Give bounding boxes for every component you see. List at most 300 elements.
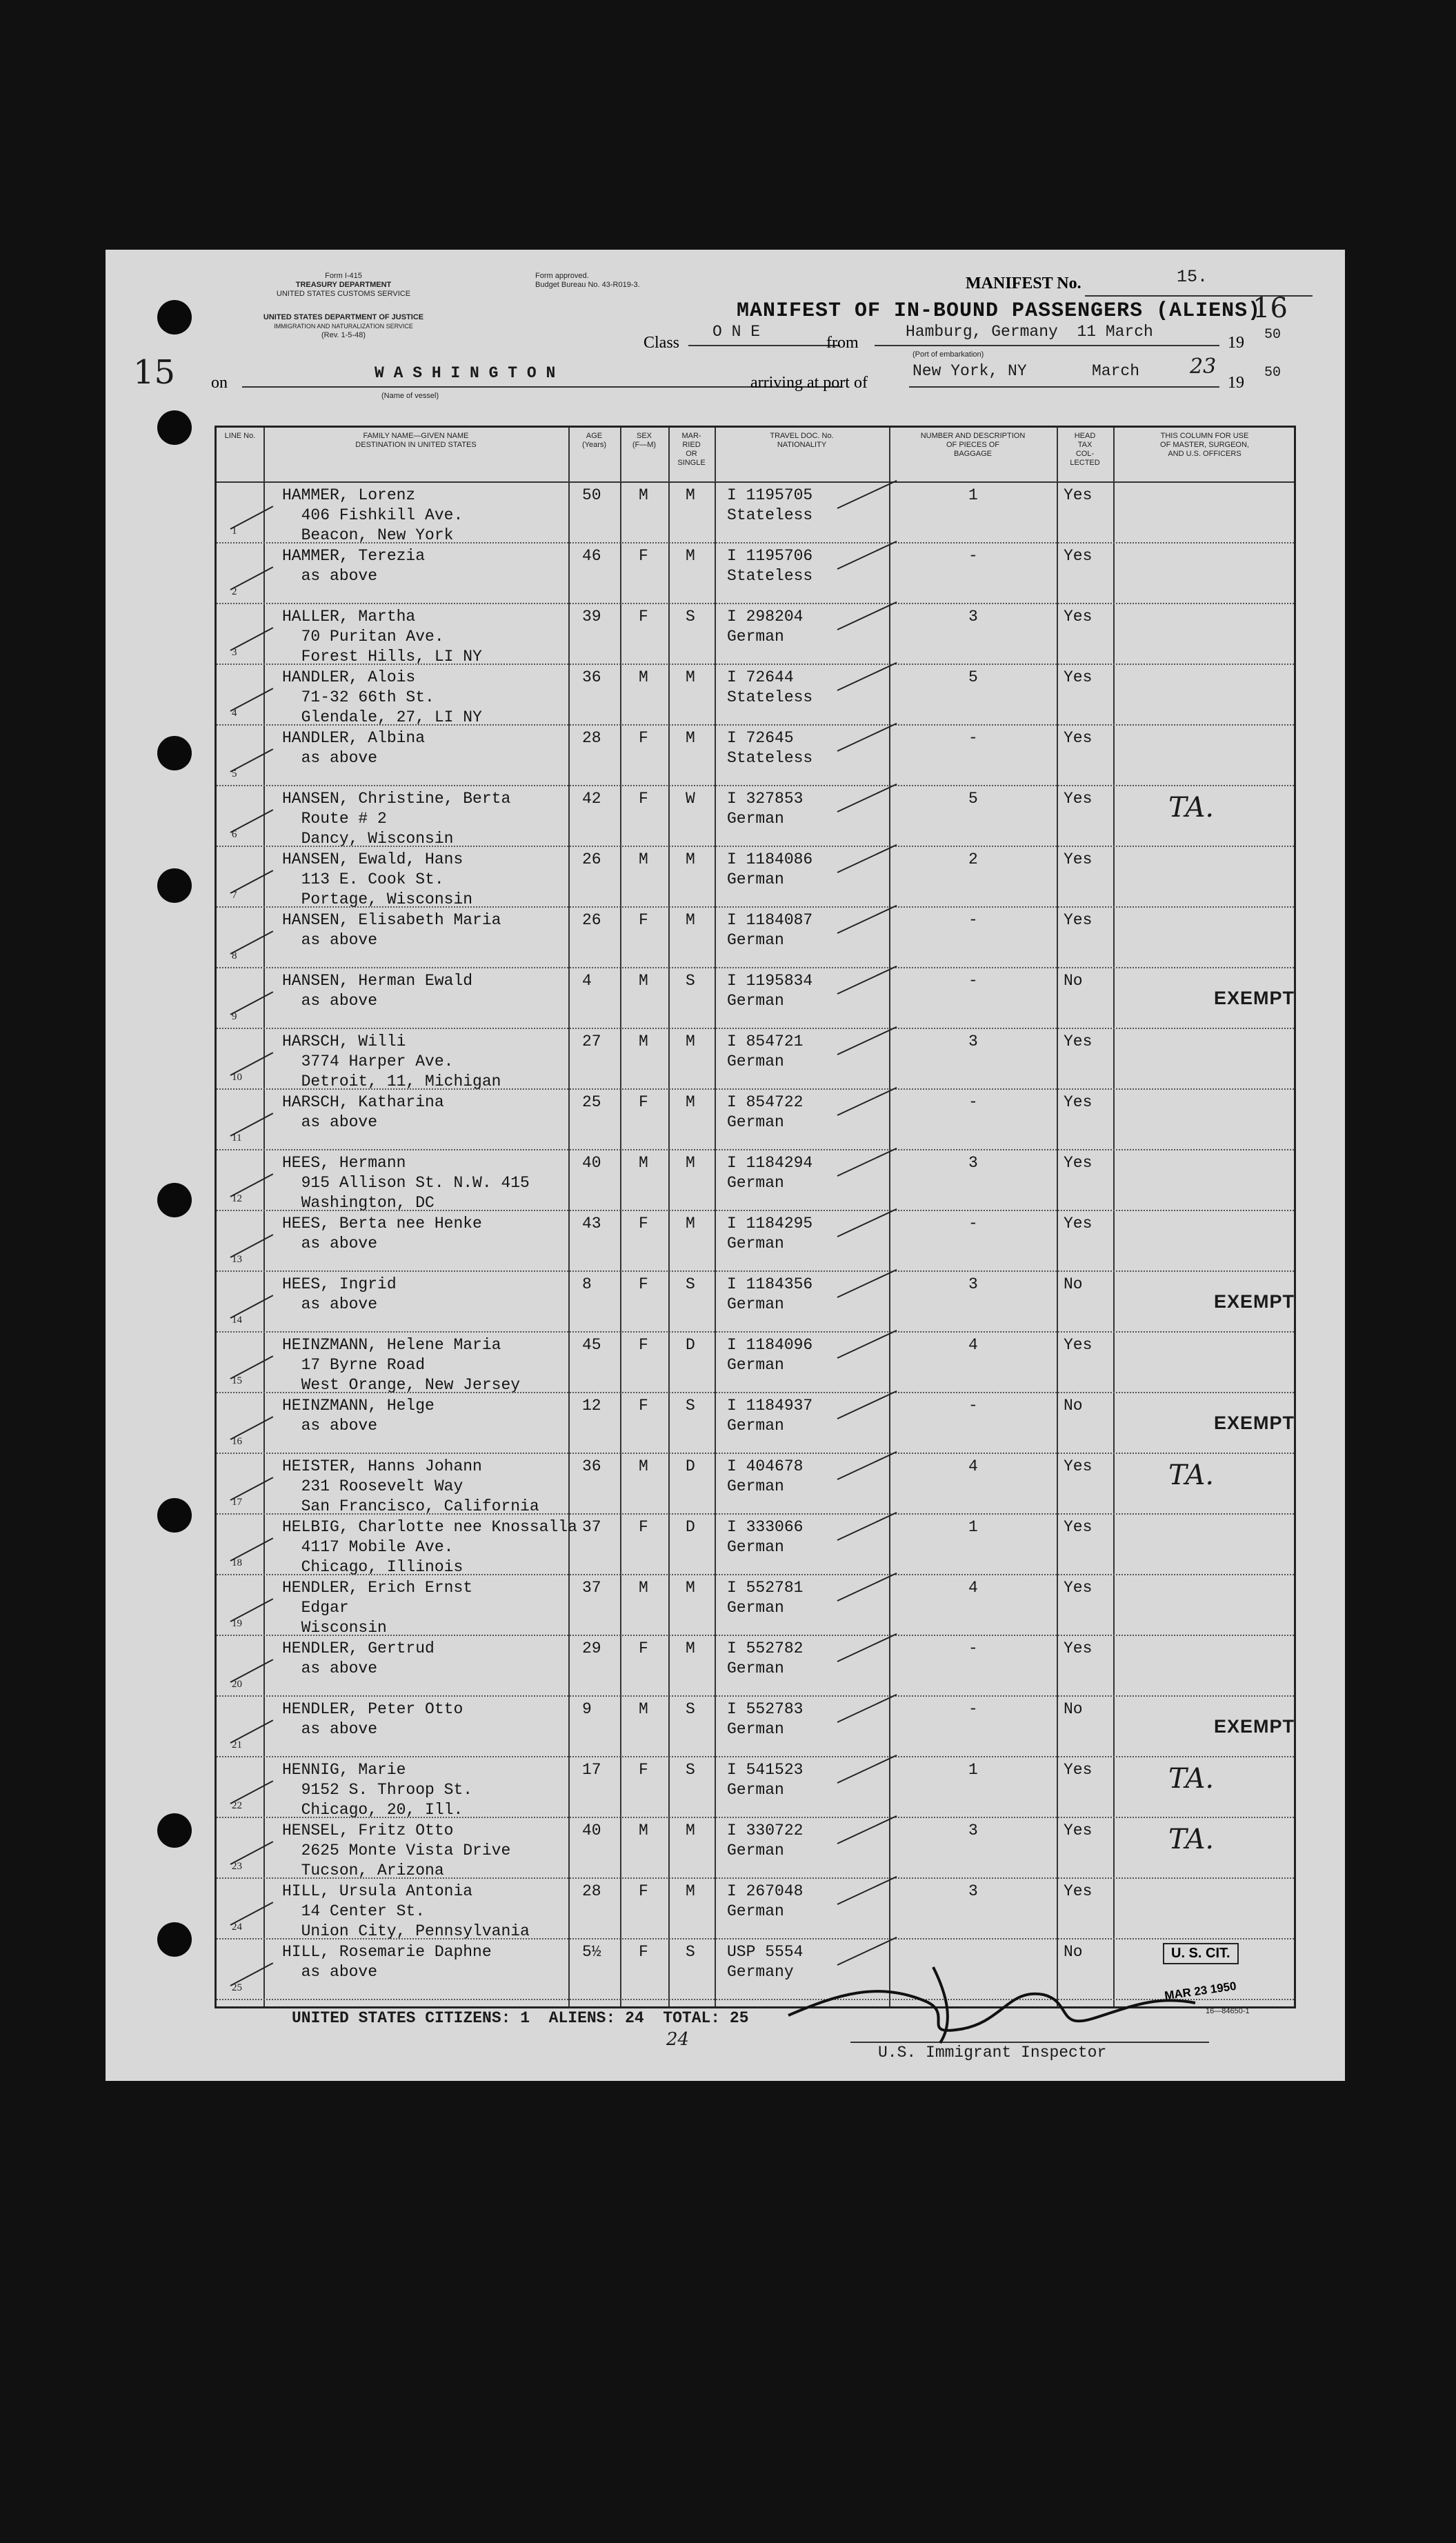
check-mark — [837, 905, 897, 934]
age-cell: 28 — [582, 729, 601, 747]
passenger-name: HANDLER, Alois 71-32 66th St. Glendale, 27, LI NY — [282, 668, 482, 726]
table-row — [217, 1090, 1294, 1150]
head-tax-cell: Yes — [1064, 1215, 1093, 1233]
passenger-name: HEISTER, Hanns Johann 231 Roosevelt Way San Francisco, California — [282, 1457, 539, 1515]
age-cell: 28 — [582, 1882, 601, 1900]
check-mark — [230, 748, 274, 772]
travel-doc-cell: I 1195706 Stateless — [727, 547, 813, 585]
travel-doc-cell: I 552781 German — [727, 1579, 804, 1617]
age-cell: 45 — [582, 1336, 601, 1354]
check-mark — [837, 1330, 897, 1359]
marital-cell: D — [686, 1336, 695, 1354]
age-cell: 37 — [582, 1518, 601, 1536]
age-cell: 42 — [582, 790, 601, 808]
marital-cell: W — [686, 790, 695, 808]
class-label: Class — [644, 334, 680, 352]
line-number: 16 — [232, 1436, 242, 1447]
sex-cell: M — [639, 1033, 648, 1050]
head-tax-cell: No — [1064, 972, 1083, 990]
age-cell: 50 — [582, 486, 601, 504]
from-label: from — [826, 334, 859, 352]
class-value: O N E — [712, 323, 761, 341]
baggage-cell: - — [968, 972, 978, 990]
marital-cell: M — [686, 1093, 695, 1111]
check-mark — [230, 1416, 274, 1440]
age-cell: 27 — [582, 1033, 601, 1050]
manifest-sheet — [106, 250, 1345, 2081]
line-number: 19 — [232, 1618, 242, 1629]
arrival-year: 50 — [1264, 365, 1282, 381]
age-cell: 4 — [582, 972, 592, 990]
baggage-cell: 3 — [968, 1275, 978, 1293]
marital-cell: M — [686, 1639, 695, 1657]
check-mark — [230, 1113, 274, 1137]
travel-doc-cell: I 72645 Stateless — [727, 729, 813, 767]
head-tax-cell: Yes — [1064, 850, 1093, 868]
officer-note: TA. — [1168, 1763, 1215, 1795]
col-header-baggage — [889, 432, 1057, 459]
head-tax-cell: No — [1064, 1275, 1083, 1293]
check-mark — [230, 930, 274, 955]
col-header-marital — [668, 432, 715, 468]
check-mark — [230, 1234, 274, 1258]
baggage-cell: - — [968, 1700, 978, 1718]
check-mark — [230, 1295, 274, 1319]
table-row — [217, 1454, 1294, 1515]
check-mark — [837, 1694, 897, 1723]
table-row — [217, 1333, 1294, 1393]
totals-line: UNITED STATES CITIZENS: 1 ALIENS: 24 TOTAL: 25 — [292, 2009, 749, 2027]
sex-cell: M — [639, 1700, 648, 1718]
passenger-name: HILL, Ursula Antonia 14 Center St. Union City, Pennsylvania — [282, 1882, 530, 1940]
baggage-cell: 3 — [968, 1882, 978, 1900]
check-mark — [230, 1902, 274, 1926]
inspector-label: U.S. Immigrant Inspector — [878, 2044, 1107, 2062]
check-mark — [230, 809, 274, 833]
line-number: 11 — [232, 1133, 242, 1144]
head-tax-cell: Yes — [1064, 1639, 1093, 1657]
travel-doc-cell: I 333066 German — [727, 1518, 804, 1556]
baggage-cell: 3 — [968, 608, 978, 626]
col-header-text: NUMBER AND DESCRIPTION OF PIECES OF BAGGAGE — [920, 432, 1026, 458]
binder-hole — [157, 1813, 192, 1848]
travel-doc-cell: I 327853 German — [727, 790, 804, 828]
check-mark — [837, 1390, 897, 1419]
travel-doc-cell: I 854721 German — [727, 1033, 804, 1070]
line-number: 15 — [232, 1375, 242, 1386]
sex-cell: M — [639, 1579, 648, 1597]
age-cell: 26 — [582, 850, 601, 868]
travel-doc-cell: I 1184087 German — [727, 911, 813, 949]
exempt-stamp: EXEMPT — [1214, 1716, 1295, 1737]
exempt-stamp: EXEMPT — [1214, 988, 1295, 1008]
marital-cell: M — [686, 911, 695, 929]
line-number: 1 — [232, 526, 237, 537]
us-citizen-stamp: U. S. CIT. — [1163, 1943, 1239, 1964]
line-number: 5 — [232, 768, 237, 779]
baggage-cell: - — [968, 547, 978, 565]
travel-doc-cell: I 1184937 German — [727, 1397, 813, 1435]
marital-cell: M — [686, 668, 695, 686]
col-header-text: LINE No. — [224, 432, 256, 440]
table-row — [217, 1211, 1294, 1272]
age-cell: 17 — [582, 1761, 601, 1779]
form-info — [261, 272, 426, 299]
table-row — [217, 1029, 1294, 1090]
line-number: 6 — [232, 829, 237, 840]
binder-hole — [157, 1922, 192, 1957]
check-mark — [837, 601, 897, 630]
marital-cell: S — [686, 1700, 695, 1718]
baggage-cell: - — [968, 911, 978, 929]
marital-cell: S — [686, 1397, 695, 1415]
class-underline — [688, 345, 840, 346]
passenger-name: HAMMER, Lorenz 406 Fishkill Ave. Beacon, New York — [282, 486, 463, 544]
travel-doc-cell: I 854722 German — [727, 1093, 804, 1131]
marital-cell: S — [686, 1943, 695, 1961]
check-mark — [837, 662, 897, 691]
travel-doc-cell: I 1184356 German — [727, 1275, 813, 1313]
table-row — [217, 1393, 1294, 1454]
passenger-name: HANSEN, Herman Ewald as above — [282, 972, 473, 1010]
table-row — [217, 968, 1294, 1029]
line-number: 10 — [232, 1072, 242, 1083]
head-tax-cell: Yes — [1064, 1518, 1093, 1536]
age-cell: 9 — [582, 1700, 592, 1718]
check-mark — [837, 966, 897, 995]
check-mark — [230, 870, 274, 894]
line-number: 8 — [232, 950, 237, 961]
marital-cell: M — [686, 1154, 695, 1172]
line-number: 18 — [232, 1557, 242, 1568]
arrival-day: 23 — [1190, 355, 1217, 379]
col-header-officers — [1113, 432, 1296, 459]
check-mark — [837, 1148, 897, 1177]
vessel-note: (Name of vessel) — [381, 392, 439, 400]
sex-cell: F — [639, 1882, 648, 1900]
travel-doc-cell: I 552783 German — [727, 1700, 804, 1738]
age-cell: 29 — [582, 1639, 601, 1657]
sex-cell: M — [639, 486, 648, 504]
check-mark — [837, 1026, 897, 1055]
age-cell: 40 — [582, 1154, 601, 1172]
age-cell: 8 — [582, 1275, 592, 1293]
check-mark — [230, 1780, 274, 1804]
marital-cell: M — [686, 729, 695, 747]
check-mark — [230, 1962, 274, 1986]
line-number: 12 — [232, 1193, 242, 1204]
table-row — [217, 1879, 1294, 1939]
travel-doc-cell: I 1195834 German — [727, 972, 813, 1010]
check-mark — [230, 1719, 274, 1744]
passenger-name: HAMMER, Terezia as above — [282, 547, 426, 585]
rev-label: (Rev. 1-5-48) — [321, 331, 366, 339]
line-number: 14 — [232, 1315, 242, 1326]
check-mark — [837, 1633, 897, 1662]
col-header-sex — [620, 432, 668, 450]
check-mark — [230, 1841, 274, 1865]
check-mark — [230, 1052, 274, 1076]
col-header-doc — [715, 432, 889, 450]
col-header-age — [568, 432, 620, 450]
head-tax-cell: Yes — [1064, 790, 1093, 808]
head-tax-cell: Yes — [1064, 1154, 1093, 1172]
table-row — [217, 665, 1294, 726]
marital-cell: M — [686, 1822, 695, 1839]
check-mark — [837, 1876, 897, 1905]
travel-doc-cell: USP 5554 Germany — [727, 1943, 804, 1981]
line-number: 2 — [232, 586, 237, 597]
age-cell: 36 — [582, 1457, 601, 1475]
table-row — [217, 543, 1294, 604]
check-mark — [230, 627, 274, 651]
table-row — [217, 1697, 1294, 1757]
customs-label: UNITED STATES CUSTOMS SERVICE — [276, 290, 411, 298]
arrival-date: March — [1092, 362, 1140, 380]
binder-hole — [157, 868, 192, 903]
line-number: 3 — [232, 647, 237, 658]
travel-doc-cell: I 72644 Stateless — [727, 668, 813, 706]
year-value: 50 — [1264, 327, 1282, 343]
check-mark — [230, 1173, 274, 1197]
passenger-name: HANSEN, Christine, Berta Route # 2 Dancy, Wisconsin — [282, 790, 511, 848]
baggage-cell: 2 — [968, 850, 978, 868]
sex-cell: F — [639, 1943, 648, 1961]
arriving-label: arriving at port of — [750, 374, 868, 392]
on-label: on — [211, 374, 228, 392]
marital-cell: M — [686, 850, 695, 868]
table-row — [217, 1150, 1294, 1211]
table-row — [217, 604, 1294, 665]
check-mark — [230, 1537, 274, 1562]
budget-line: Budget Bureau No. 43-R019-3. — [535, 281, 640, 289]
col-header-text: THIS COLUMN FOR USE OF MASTER, SURGEON, AND U.S. OFFICERS — [1160, 432, 1249, 458]
check-mark — [230, 1355, 274, 1379]
table-row — [217, 483, 1294, 543]
passenger-name: HANDLER, Albina as above — [282, 729, 426, 767]
page-number: 16 — [1253, 292, 1288, 324]
col-header-text: AGE (Years) — [581, 432, 607, 449]
age-cell: 12 — [582, 1397, 601, 1415]
travel-doc-cell: I 1184096 German — [727, 1336, 813, 1374]
from-value: Hamburg, Germany 11 March — [906, 323, 1153, 341]
exempt-stamp: EXEMPT — [1214, 1291, 1295, 1312]
line-number: 23 — [232, 1861, 242, 1872]
check-mark — [837, 480, 897, 509]
baggage-cell: 5 — [968, 668, 978, 686]
travel-doc-cell: I 404678 German — [727, 1457, 804, 1495]
check-mark — [837, 784, 897, 812]
baggage-cell: 3 — [968, 1822, 978, 1839]
head-tax-cell: Yes — [1064, 1457, 1093, 1475]
passenger-name: HEES, Ingrid as above — [282, 1275, 397, 1313]
baggage-cell: - — [968, 729, 978, 747]
table-row — [217, 1818, 1294, 1879]
check-mark — [230, 688, 274, 712]
col-header-text: SEX (F—M) — [632, 432, 657, 449]
travel-doc-cell: I 1184295 German — [727, 1215, 813, 1253]
sex-cell: M — [639, 972, 648, 990]
travel-doc-cell: I 330722 German — [727, 1822, 804, 1859]
inspector-signature — [781, 1953, 1209, 2050]
binder-hole — [157, 1498, 192, 1533]
sex-cell: F — [639, 1215, 648, 1233]
check-mark — [837, 1512, 897, 1541]
passenger-table — [215, 426, 1296, 2008]
passenger-name: HARSCH, Willi 3774 Harper Ave. Detroit, 11, Michigan — [282, 1033, 501, 1090]
check-mark — [837, 1815, 897, 1844]
line-number: 22 — [232, 1800, 242, 1811]
table-row — [217, 1636, 1294, 1697]
sex-cell: M — [639, 668, 648, 686]
port-underline — [909, 386, 1219, 388]
travel-doc-cell: I 298204 German — [727, 608, 804, 646]
vessel-name: W A S H I N G T O N — [375, 364, 556, 382]
baggage-cell: 1 — [968, 1761, 978, 1779]
baggage-cell: 4 — [968, 1457, 978, 1475]
head-tax-cell: Yes — [1064, 668, 1093, 686]
sex-cell: F — [639, 1336, 648, 1354]
age-cell: 36 — [582, 668, 601, 686]
passenger-name: HEES, Berta nee Henke as above — [282, 1215, 482, 1253]
head-tax-cell: Yes — [1064, 1822, 1093, 1839]
check-mark — [837, 1451, 897, 1480]
head-tax-cell: Yes — [1064, 1093, 1093, 1111]
check-mark — [837, 1087, 897, 1116]
baggage-cell: - — [968, 1215, 978, 1233]
sex-cell: F — [639, 1275, 648, 1293]
check-mark — [837, 541, 897, 570]
sex-cell: M — [639, 1822, 648, 1839]
ins-label: IMMIGRATION AND NATURALIZATION SERVICE — [274, 323, 413, 330]
passenger-name: HANSEN, Ewald, Hans 113 E. Cook St. Portage, Wisconsin — [282, 850, 473, 908]
line-number: 24 — [232, 1922, 242, 1933]
passenger-name: HARSCH, Katharina as above — [282, 1093, 444, 1131]
passenger-name: HANSEN, Elisabeth Maria as above — [282, 911, 501, 949]
table-row — [217, 1757, 1294, 1818]
manifest-number: 15. — [1177, 267, 1208, 287]
head-tax-cell: Yes — [1064, 1579, 1093, 1597]
check-mark — [230, 991, 274, 1015]
passenger-name: HEINZMANN, Helge as above — [282, 1397, 435, 1435]
officer-note: TA. — [1168, 1459, 1215, 1491]
check-mark — [837, 1269, 897, 1298]
sex-cell: F — [639, 790, 648, 808]
justice-label: UNITED STATES DEPARTMENT OF JUSTICE — [263, 313, 424, 321]
approval-line: Form approved. — [535, 272, 589, 280]
passenger-name: HENSEL, Fritz Otto 2625 Monte Vista Drive Tucson, Arizona — [282, 1822, 511, 1879]
passenger-name: HEES, Hermann 915 Allison St. N.W. 415 Washington, DC — [282, 1154, 530, 1212]
marital-cell: S — [686, 972, 695, 990]
table-row — [217, 1515, 1294, 1575]
check-mark — [837, 723, 897, 752]
baggage-cell: 5 — [968, 790, 978, 808]
table-row — [217, 1272, 1294, 1333]
age-cell: 26 — [582, 911, 601, 929]
passenger-name: HALLER, Martha 70 Puritan Ave. Forest Hills, LI NY — [282, 608, 482, 666]
marital-cell: M — [686, 1882, 695, 1900]
check-mark — [837, 1208, 897, 1237]
age-cell: 39 — [582, 608, 601, 626]
approval-info — [535, 272, 640, 290]
check-mark — [230, 506, 274, 530]
col-header-text: HEAD TAX COL- LECTED — [1070, 432, 1100, 467]
check-mark — [837, 844, 897, 873]
marital-cell: D — [686, 1518, 695, 1536]
line-number: 9 — [232, 1011, 237, 1022]
baggage-cell: 4 — [968, 1336, 978, 1354]
age-cell: 25 — [582, 1093, 601, 1111]
check-mark — [230, 566, 274, 590]
passenger-name: HENDLER, Erich Ernst Edgar Wisconsin — [282, 1579, 473, 1637]
table-row — [217, 847, 1294, 908]
form-number: Form I-415 — [325, 272, 362, 280]
officer-note: TA. — [1168, 792, 1215, 824]
sex-cell: F — [639, 1639, 648, 1657]
travel-doc-cell: I 552782 German — [727, 1639, 804, 1677]
embark-note: (Port of embarkation) — [913, 350, 984, 359]
sex-cell: F — [639, 911, 648, 929]
travel-doc-cell: I 1195705 Stateless — [727, 486, 813, 524]
age-cell: 43 — [582, 1215, 601, 1233]
age-cell: 46 — [582, 547, 601, 565]
col-header-name — [263, 432, 568, 450]
line-number: 13 — [232, 1254, 242, 1265]
check-mark — [230, 1659, 274, 1683]
table-row — [217, 786, 1294, 847]
marital-cell: M — [686, 547, 695, 565]
head-tax-cell: Yes — [1064, 729, 1093, 747]
exempt-stamp: EXEMPT — [1214, 1413, 1295, 1433]
year-label: 19 — [1228, 334, 1244, 352]
margin-number: 15 — [133, 353, 176, 392]
marital-cell: S — [686, 1761, 695, 1779]
baggage-cell: 3 — [968, 1033, 978, 1050]
head-tax-cell: Yes — [1064, 486, 1093, 504]
marital-cell: S — [686, 1275, 695, 1293]
manifest-label: MANIFEST No. — [966, 275, 1081, 292]
sex-cell: F — [639, 547, 648, 565]
from-underline — [875, 345, 1219, 346]
table-row — [217, 908, 1294, 968]
sex-cell: F — [639, 608, 648, 626]
aliens-hand-count: 24 — [666, 2029, 690, 2050]
marital-cell: M — [686, 1033, 695, 1050]
table-row — [217, 1575, 1294, 1636]
col-header-text: FAMILY NAME—GIVEN NAME DESTINATION IN UNITED STATES — [355, 432, 477, 449]
age-cell: 37 — [582, 1579, 601, 1597]
check-mark — [230, 1477, 274, 1501]
baggage-cell: 1 — [968, 1518, 978, 1536]
travel-doc-cell: I 1184294 German — [727, 1154, 813, 1192]
sex-cell: F — [639, 1397, 648, 1415]
passenger-name: HELBIG, Charlotte nee Knossalla 4117 Mobile Ave. Chicago, Illinois — [282, 1518, 577, 1576]
binder-hole — [157, 300, 192, 335]
officer-note: TA. — [1168, 1824, 1215, 1855]
sex-cell: M — [639, 1457, 648, 1475]
line-number: 20 — [232, 1679, 242, 1690]
head-tax-cell: Yes — [1064, 1336, 1093, 1354]
line-number: 4 — [232, 708, 237, 719]
head-tax-cell: No — [1064, 1397, 1083, 1415]
travel-doc-cell: I 267048 German — [727, 1882, 804, 1920]
passenger-name: HENDLER, Peter Otto as above — [282, 1700, 463, 1738]
passenger-name: HENDLER, Gertrud as above — [282, 1639, 435, 1677]
check-mark — [230, 1598, 274, 1622]
line-number: 21 — [232, 1739, 242, 1751]
passenger-name: HENNIG, Marie 9152 S. Throop St. Chicago, 20, Ill. — [282, 1761, 473, 1819]
sex-cell: M — [639, 850, 648, 868]
